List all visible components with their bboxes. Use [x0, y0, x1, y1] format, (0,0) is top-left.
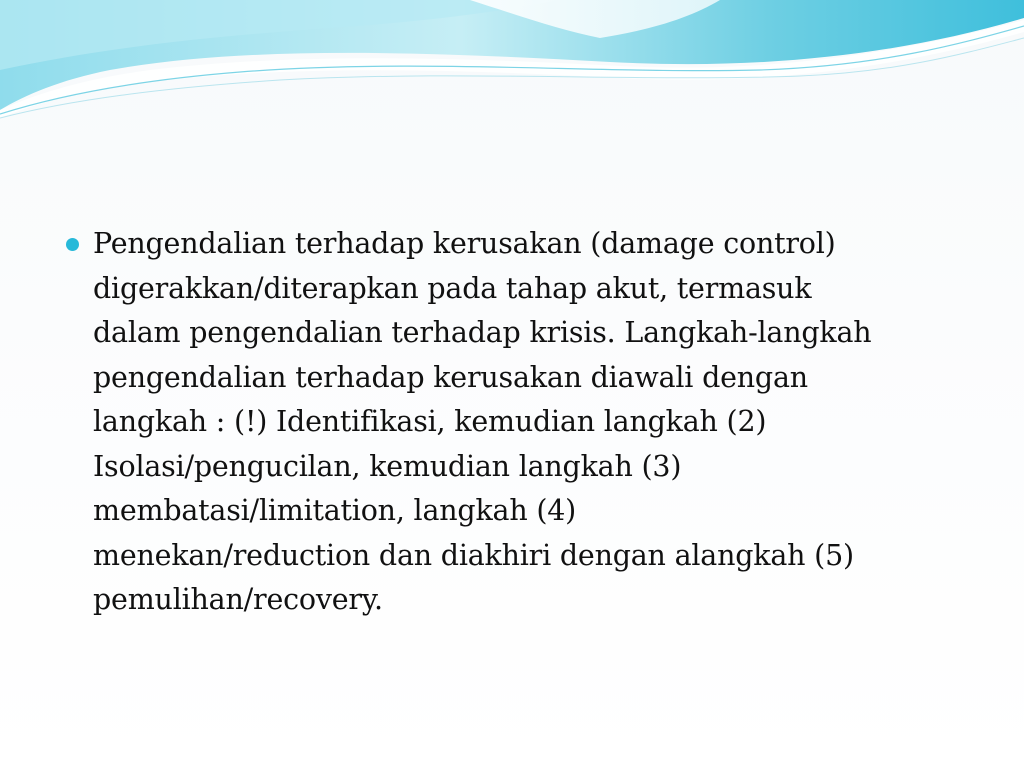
bullet-item	[66, 222, 966, 623]
header-wave-decoration	[0, 0, 1024, 120]
bullet-dot-icon	[66, 238, 79, 251]
content-area	[66, 222, 966, 623]
bullet-text: Pengendalian terhadap kerusakan (damage control) digerakkan/diterapkan pada tahap akut, termasuk dalam pengendalian terhadap krisis. Langkah-langkah pengendalian terhadap kerusakan diawali dengan langkah : (!) Identifikasi, kemudian langkah (2) Isolasi/pengucilan, kemudian langkah (3) membatasi/limitation, langkah (4) menekan/reduction dan diakhiri dengan alangkah (5) pemulihan/recovery.	[93, 227, 872, 616]
